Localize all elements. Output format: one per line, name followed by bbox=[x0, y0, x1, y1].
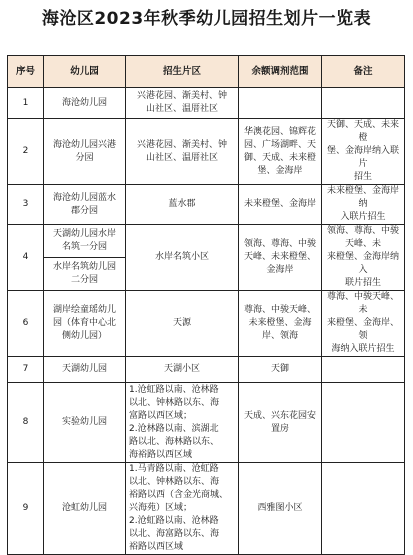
row-remark: 尊海、中骏天峰、未 来橙堡、金海岸、领 海纳入联片招生 bbox=[322, 291, 405, 357]
page-title: 海沧区2023年秋季幼儿园招生划片一览表 bbox=[41, 9, 372, 29]
row-area: 兴港花园、渐美村、钟 山社区、温厝社区 bbox=[126, 88, 239, 119]
row-area: 天源 bbox=[126, 291, 239, 357]
row-school: 湖岸绘童瑶幼儿 园（体育中心北 侧幼儿园） bbox=[44, 291, 126, 357]
table-row bbox=[8, 291, 405, 357]
table-row bbox=[8, 185, 405, 225]
row-remark: 天御、天成、未来橙 堡、金海岸纳入联片 招生 bbox=[322, 119, 405, 185]
row-no: 8 bbox=[8, 383, 44, 463]
row-remark: 未来橙堡、金海岸纳 入联片招生 bbox=[322, 185, 405, 225]
row-remark bbox=[322, 383, 405, 463]
row-no: 7 bbox=[8, 357, 44, 383]
table-row bbox=[8, 119, 405, 185]
row-surplus: 华澳花园、锦辉花 园、广场湖畔、天 御、天成、未来橙 堡、金海岸 bbox=[239, 119, 322, 185]
row-remark bbox=[322, 463, 405, 555]
row-school: 天湖幼儿园 bbox=[44, 357, 126, 383]
row-no: 6 bbox=[8, 291, 44, 357]
table-row bbox=[8, 225, 405, 258]
table-row bbox=[8, 383, 405, 463]
table-row bbox=[8, 357, 405, 383]
table-header-row bbox=[8, 56, 405, 88]
row-area: 天湖小区 bbox=[126, 357, 239, 383]
header-surplus: 余额调剂范围 bbox=[239, 56, 322, 88]
row-school: 海沧幼儿园蓝水 郡分园 bbox=[44, 185, 126, 225]
row-no: 4 bbox=[8, 225, 44, 291]
row-no: 3 bbox=[8, 185, 44, 225]
row-school: 沧虹幼儿园 bbox=[44, 463, 126, 555]
row-area: 1.沧虹路以南、沧林路 以北、钟林路以东、海 富路以西区域； 2.沧林路以南、滨湖北 路以北、海林路以东、 海裕路以西区域 bbox=[126, 383, 239, 463]
row-remark bbox=[322, 88, 405, 119]
row-school: 天湖幼儿园水岸 名筑一分园 bbox=[44, 225, 126, 258]
header-area: 招生片区 bbox=[126, 56, 239, 88]
row-surplus: 西雅图小区 bbox=[239, 463, 322, 555]
row-school: 水岸名筑幼儿园 二分园 bbox=[44, 258, 126, 291]
row-no: 9 bbox=[8, 463, 44, 555]
row-area: 水岸名筑小区 bbox=[126, 225, 239, 291]
row-surplus: 尊海、中骏天峰、 未来橙堡、金海 岸、领海 bbox=[239, 291, 322, 357]
row-school: 实验幼儿园 bbox=[44, 383, 126, 463]
row-remark: 领海、尊海、中骏天峰、未 来橙堡、金海岸纳入 联片招生 bbox=[322, 225, 405, 291]
row-surplus: 未来橙堡、金海岸 bbox=[239, 185, 322, 225]
header-school: 幼儿园 bbox=[44, 56, 126, 88]
row-remark bbox=[322, 357, 405, 383]
row-area: 蓝水郡 bbox=[126, 185, 239, 225]
row-area: 1.马青路以南、沧虹路 以北、钟林路以东、海 裕路以西（含金光商城、 兴海苑）区域； 2.沧虹路以南、沧林路 以北、海富路以东、海 裕路以西区域 bbox=[126, 463, 239, 555]
row-no: 2 bbox=[8, 119, 44, 185]
row-no: 1 bbox=[8, 88, 44, 119]
row-area: 兴港花园、渐美村、钟 山社区、温厝社区 bbox=[126, 119, 239, 185]
table-row bbox=[8, 463, 405, 555]
row-surplus bbox=[239, 88, 322, 119]
enrollment-table bbox=[7, 55, 405, 555]
row-school: 海沧幼儿园 bbox=[44, 88, 126, 119]
header-no: 序号 bbox=[8, 56, 44, 88]
row-surplus: 领海、尊海、中骏 天峰、未来橙堡、 金海岸 bbox=[239, 225, 322, 291]
table-row bbox=[8, 88, 405, 119]
header-remark: 备注 bbox=[322, 56, 405, 88]
row-surplus: 天成、兴东花园安 置房 bbox=[239, 383, 322, 463]
row-surplus: 天御 bbox=[239, 357, 322, 383]
row-school: 海沧幼儿园兴港 分园 bbox=[44, 119, 126, 185]
